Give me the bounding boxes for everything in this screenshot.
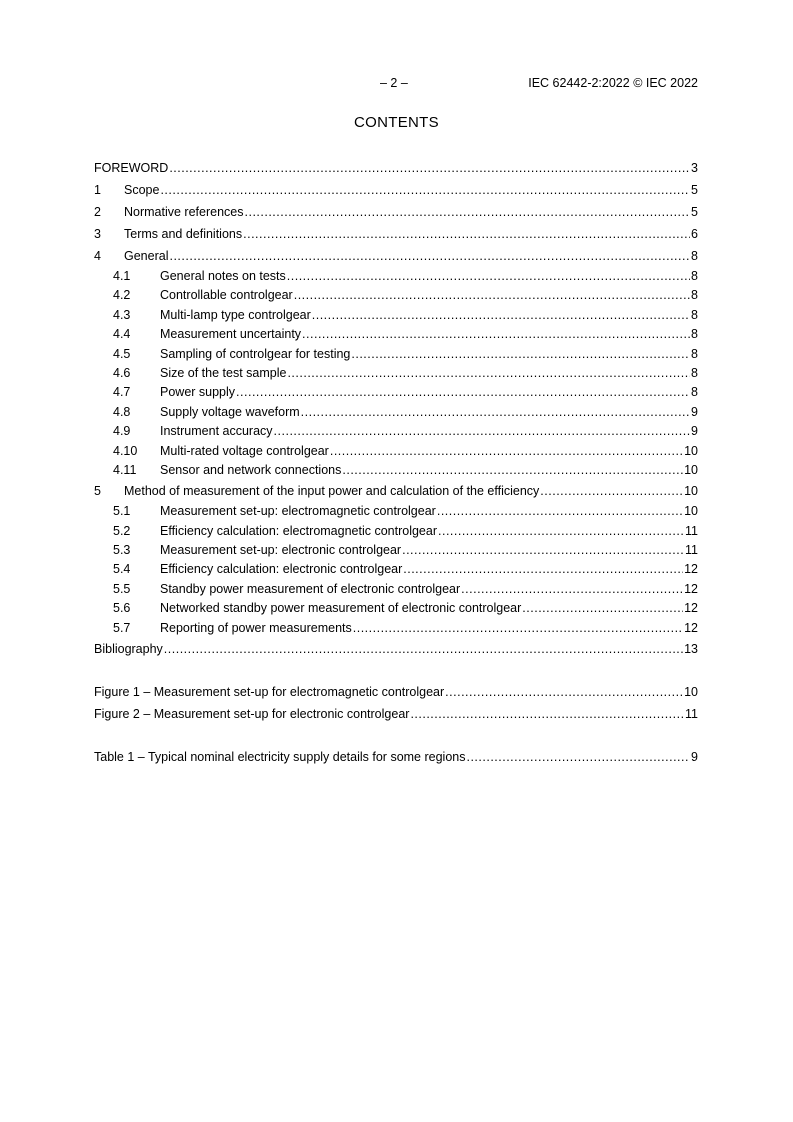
toc-entry-number: 4.1 [113, 269, 131, 283]
toc-entry[interactable] [94, 442, 698, 461]
toc-entry-number: 1 [94, 183, 101, 197]
toc-entry[interactable] [94, 461, 698, 480]
toc-entry-page: 11 [685, 707, 698, 721]
toc-entry-number: 5.6 [113, 601, 131, 616]
toc-entry[interactable] [94, 541, 698, 560]
dot-leader [437, 502, 683, 521]
toc-entry-page: 10 [684, 685, 698, 699]
dot-leader [287, 364, 690, 383]
toc-entry-page: 8 [691, 288, 698, 303]
toc-entry[interactable] [94, 201, 698, 223]
dot-leader [287, 267, 690, 286]
toc-entry[interactable] [94, 325, 698, 344]
toc-entry[interactable] [94, 703, 698, 725]
dot-leader [438, 522, 684, 541]
toc-entry-page: 12 [684, 601, 698, 616]
dot-leader [353, 619, 683, 638]
list-of-figures [94, 681, 698, 725]
toc-entry-number: 5.1 [113, 504, 131, 519]
toc-entry-title: Measurement set-up: electronic controlgear [160, 543, 402, 558]
toc-entry-number: 5.4 [113, 562, 131, 577]
toc-entry[interactable] [94, 345, 698, 364]
toc-entry-title: Terms and definitions [124, 227, 243, 241]
toc-entry-title: Measurement uncertainty [160, 327, 302, 342]
toc-entry-title: Multi-rated voltage controlgear [160, 443, 329, 458]
contents-title: CONTENTS [354, 114, 439, 131]
toc-entry[interactable] [94, 223, 698, 245]
toc-entry-number: 5.3 [113, 543, 131, 558]
toc-entry-title: Multi-lamp type controlgear [160, 307, 311, 322]
dot-leader [301, 403, 690, 422]
toc-entry-number: 4.5 [113, 346, 131, 361]
dot-leader [274, 422, 691, 441]
dot-leader [466, 746, 690, 768]
toc-entry-page: 8 [691, 327, 698, 342]
toc-entry-title: Normative references [124, 205, 244, 219]
toc-entry-page: 11 [685, 543, 698, 558]
toc-entry[interactable] [94, 422, 698, 441]
toc-entry-title: Efficiency calculation: electromagnetic controlgear [160, 523, 437, 538]
toc-entry-page: 12 [684, 562, 698, 577]
toc-entry-number: 5.7 [113, 620, 131, 635]
toc-entry-number: 4.4 [113, 327, 131, 342]
toc-entry-page: 10 [684, 484, 698, 499]
toc-entry[interactable] [94, 245, 698, 267]
toc-entry-number: 4.9 [113, 424, 131, 439]
toc-entry-title: General [124, 249, 169, 263]
toc-entry-number: 3 [94, 227, 101, 241]
toc-entry-number: 5 [94, 484, 101, 499]
toc-entry-page: 8 [691, 307, 698, 322]
toc-entry-page: 13 [684, 642, 698, 657]
toc-entry-page: 11 [685, 523, 698, 538]
toc-entry-title: Instrument accuracy [160, 424, 273, 439]
toc-entry-title: Figure 2 – Measurement set-up for electronic controlgear [94, 707, 410, 721]
toc-entry-title: Networked standby power measurement of electronic controlgear [160, 601, 522, 616]
toc-entry[interactable] [94, 560, 698, 579]
dot-leader [312, 306, 690, 325]
dot-leader [164, 638, 683, 660]
document-reference: IEC 62442-2:2022 © IEC 2022 [528, 76, 698, 90]
toc-entry[interactable] [94, 480, 698, 502]
dot-leader [351, 345, 690, 364]
toc-entry-number: 4.8 [113, 404, 131, 419]
table-of-contents [94, 157, 698, 660]
dot-leader [342, 461, 683, 480]
toc-entry-page: 8 [691, 249, 698, 263]
toc-entry-title: Controllable controlgear [160, 288, 293, 303]
toc-entry-number: 4 [94, 249, 101, 263]
dot-leader [403, 560, 683, 579]
toc-entry-title: Method of measurement of the input power and calculation of the efficiency [124, 484, 540, 499]
dot-leader [540, 480, 683, 502]
toc-entry-title: Standby power measurement of electronic controlgear [160, 581, 461, 596]
toc-entry-page: 12 [684, 620, 698, 635]
toc-entry[interactable] [94, 179, 698, 201]
toc-entry-page: 5 [691, 205, 698, 219]
toc-entry-number: 4.10 [113, 443, 138, 458]
dot-leader [160, 179, 690, 201]
toc-entry-page: 10 [684, 462, 698, 477]
toc-entry[interactable] [94, 403, 698, 422]
toc-entry-number: 4.2 [113, 288, 131, 303]
toc-entry[interactable] [94, 157, 698, 179]
dot-leader [445, 681, 683, 703]
toc-entry-number: 4.6 [113, 365, 131, 380]
toc-entry[interactable] [94, 599, 698, 618]
toc-entry-page: 12 [684, 581, 698, 596]
dot-leader [169, 245, 690, 267]
toc-entry-title: Measurement set-up: electromagnetic controlgear [160, 504, 436, 519]
toc-entry-page: 3 [691, 161, 698, 175]
toc-entry-page: 5 [691, 183, 698, 197]
toc-entry[interactable] [94, 306, 698, 325]
toc-entry[interactable] [94, 522, 698, 541]
dot-leader [243, 223, 690, 245]
toc-entry[interactable] [94, 619, 698, 638]
toc-entry-number: 4.3 [113, 307, 131, 322]
dot-leader [302, 325, 690, 344]
toc-entry-title: Bibliography [94, 642, 163, 657]
dot-leader [402, 541, 684, 560]
toc-entry-page: 8 [691, 269, 698, 283]
toc-entry[interactable] [94, 580, 698, 599]
toc-entry-title: Supply voltage waveform [160, 404, 300, 419]
toc-entry-page: 9 [691, 404, 698, 419]
toc-entry-page: 8 [691, 346, 698, 361]
toc-entry-page: 10 [684, 443, 698, 458]
toc-entry[interactable] [94, 746, 698, 768]
toc-entry-number: 2 [94, 205, 101, 219]
toc-entry[interactable] [94, 286, 698, 305]
toc-entry-title: FOREWORD [94, 161, 169, 175]
toc-entry-title: Figure 1 – Measurement set-up for electromagnetic controlgear [94, 685, 445, 699]
toc-entry[interactable] [94, 383, 698, 402]
toc-entry-page: 8 [691, 365, 698, 380]
page-number: – 2 – [380, 76, 408, 90]
toc-entry-page: 10 [684, 504, 698, 519]
toc-entry-title: Scope [124, 183, 160, 197]
toc-entry-page: 9 [691, 750, 698, 764]
toc-entry-page: 9 [691, 424, 698, 439]
dot-leader [245, 201, 691, 223]
toc-entry[interactable] [94, 364, 698, 383]
toc-entry-title: General notes on tests [160, 269, 286, 283]
toc-entry-title: Size of the test sample [160, 365, 287, 380]
toc-entry-title: Efficiency calculation: electronic controlgear [160, 562, 403, 577]
dot-leader [410, 703, 684, 725]
toc-entry-number: 5.2 [113, 523, 131, 538]
toc-entry-number: 5.5 [113, 581, 131, 596]
dot-leader [236, 383, 690, 402]
page-header [94, 76, 698, 92]
toc-entry-page: 8 [691, 385, 698, 400]
list-of-tables [94, 746, 698, 768]
toc-entry[interactable] [94, 502, 698, 521]
dot-leader [294, 286, 690, 305]
dot-leader [461, 580, 683, 599]
toc-entry[interactable] [94, 638, 698, 660]
toc-entry-title: Table 1 – Typical nominal electricity supply details for some regions [94, 750, 466, 764]
toc-entry-number: 4.7 [113, 385, 131, 400]
toc-entry[interactable] [94, 267, 698, 286]
toc-entry-title: Sensor and network connections [160, 462, 342, 477]
toc-entry-title: Power supply [160, 385, 236, 400]
toc-entry-number: 4.11 [113, 462, 137, 477]
dot-leader [522, 599, 683, 618]
dot-leader [330, 442, 683, 461]
toc-entry[interactable] [94, 681, 698, 703]
toc-entry-title: Sampling of controlgear for testing [160, 346, 351, 361]
dot-leader [169, 157, 690, 179]
toc-entry-page: 6 [691, 227, 698, 241]
toc-entry-title: Reporting of power measurements [160, 620, 352, 635]
